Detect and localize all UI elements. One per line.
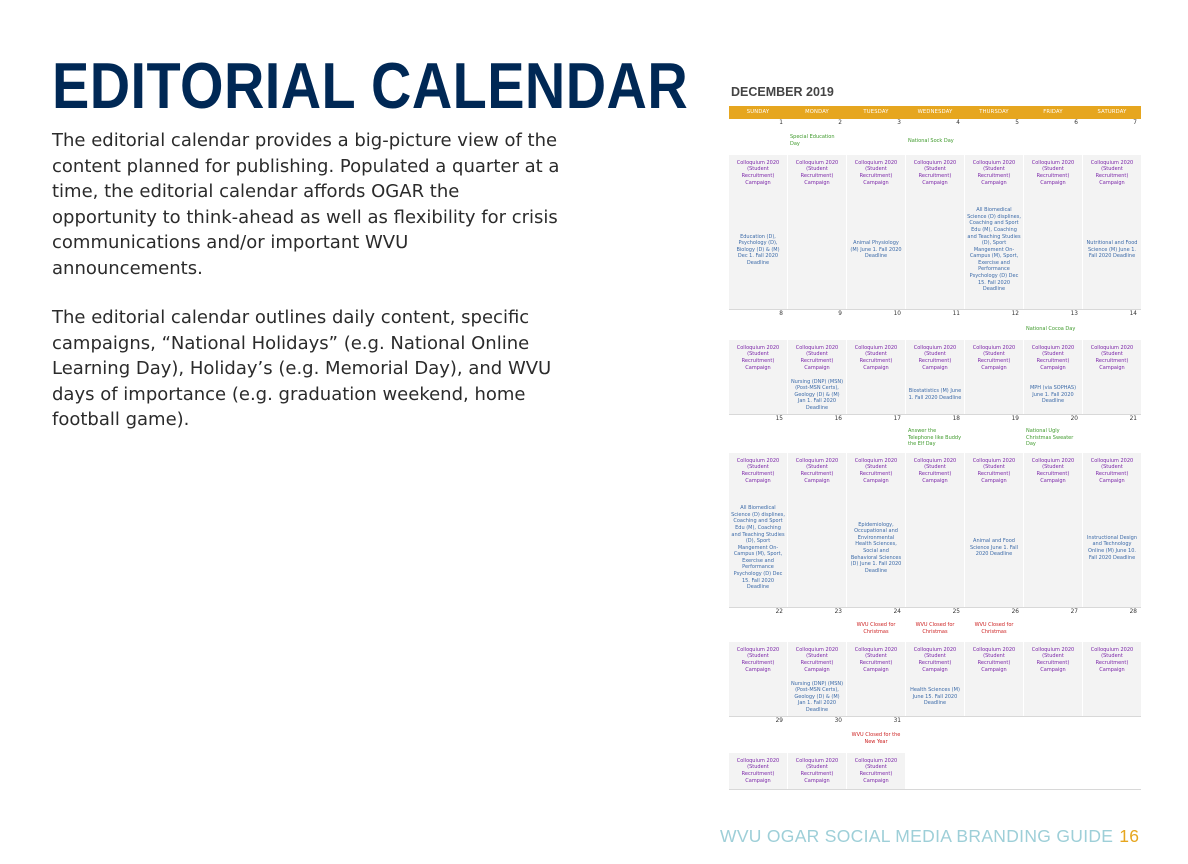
empty-cell [965, 376, 1023, 414]
campaign-event [1083, 340, 1141, 376]
day-number: 9 [788, 310, 846, 318]
holiday-event [1024, 423, 1082, 453]
deadline-event [847, 191, 905, 309]
weekday-label: SATURDAY [1097, 109, 1127, 115]
day-number: 17 [847, 415, 905, 423]
holiday-event [906, 423, 964, 453]
day-number: 7 [1083, 119, 1141, 127]
empty-cell [729, 318, 787, 340]
day-number: 4 [906, 119, 964, 127]
day-number-row [729, 608, 1141, 616]
empty-cell [847, 678, 905, 716]
event-text: Special Education Day [790, 134, 835, 147]
event-text: Nursing (DNP) (MSN) (Post-MSN Certs), Geology (D) & (M) Jan 1. Fall 2020 Deadline [790, 680, 844, 713]
deadline-event [788, 376, 846, 414]
empty-cell [847, 423, 905, 453]
event-text: Colloquium 2020 (Student Recruitment) Campaign [795, 457, 839, 484]
calendar-weeks [729, 119, 1141, 790]
holiday-event [788, 127, 846, 155]
empty-cell [1024, 725, 1082, 753]
campaign-row [729, 453, 1141, 489]
event-text: Colloquium 2020 (Student Recruitment) Campaign [1090, 646, 1134, 673]
empty-cell [1083, 423, 1141, 453]
empty-cell [1024, 489, 1082, 607]
empty-cell [847, 127, 905, 155]
campaign-event [1024, 642, 1082, 678]
day-number: 16 [788, 415, 846, 423]
deadline-event [906, 376, 964, 414]
day-number: 26 [965, 608, 1023, 616]
deadline-event [965, 489, 1023, 607]
campaign-event [729, 453, 787, 489]
day-number: 25 [906, 608, 964, 616]
event-text: Colloquium 2020 (Student Recruitment) Campaign [854, 757, 898, 784]
deadline-event [729, 489, 787, 607]
closure-event [906, 616, 964, 642]
deadline-event [1083, 489, 1141, 607]
empty-cell [1024, 753, 1082, 789]
deadline-row [729, 489, 1141, 607]
event-text: Colloquium 2020 (Student Recruitment) Campaign [795, 159, 839, 186]
campaign-event [906, 155, 964, 191]
campaign-event [729, 753, 787, 789]
event-text: National Cocoa Day [1026, 325, 1076, 332]
empty-cell [729, 725, 787, 753]
day-number: 21 [1083, 415, 1141, 423]
campaign-event [788, 155, 846, 191]
campaign-event [1024, 155, 1082, 191]
event-text: Colloquium 2020 (Student Recruitment) Campaign [972, 457, 1016, 484]
event-text: Animal Physiology (M) June 1. Fall 2020 Deadline [850, 240, 902, 260]
empty-cell [965, 127, 1023, 155]
deadline-event [1024, 376, 1082, 414]
deadline-event [1083, 191, 1141, 309]
campaign-event [729, 642, 787, 678]
empty-cell [1024, 678, 1082, 716]
campaign-event [729, 340, 787, 376]
day-number-row [729, 717, 1141, 725]
calendar-month-title: DECEMBER 2019 [731, 85, 834, 99]
campaign-event [1083, 453, 1141, 489]
calendar-week [729, 310, 1141, 415]
empty-cell [729, 376, 787, 414]
event-text: Colloquium 2020 (Student Recruitment) Campaign [972, 344, 1016, 371]
empty-cell [965, 678, 1023, 716]
event-text: Colloquium 2020 (Student Recruitment) Campaign [1031, 646, 1075, 673]
day-number: 5 [965, 119, 1023, 127]
campaign-event [906, 453, 964, 489]
empty-cell [906, 191, 964, 309]
day-number: 24 [847, 608, 905, 616]
weekday-label: SUNDAY [746, 109, 770, 115]
event-text: WVU Closed for Christmas [974, 622, 1014, 635]
deadline-event [906, 678, 964, 716]
campaign-event [788, 642, 846, 678]
campaign-event [965, 642, 1023, 678]
empty-cell [729, 423, 787, 453]
weekday-label: THURSDAY [979, 109, 1009, 115]
event-text: Colloquium 2020 (Student Recruitment) Campaign [1031, 159, 1075, 186]
deadline-event [729, 191, 787, 309]
campaign-event [788, 753, 846, 789]
event-text: Colloquium 2020 (Student Recruitment) Campaign [972, 646, 1016, 673]
event-text: National Sock Day [908, 137, 954, 144]
event-text: Colloquium 2020 (Student Recruitment) Campaign [913, 344, 957, 371]
campaign-event [847, 642, 905, 678]
day-number [1024, 717, 1082, 725]
event-text: Colloquium 2020 (Student Recruitment) Campaign [736, 457, 780, 484]
empty-cell [965, 725, 1023, 753]
empty-cell [906, 753, 964, 789]
event-text: Colloquium 2020 (Student Recruitment) Campaign [913, 457, 957, 484]
event-text: Animal and Food Science June 1. Fall 2020 Deadline [969, 538, 1019, 558]
day-number: 15 [729, 415, 787, 423]
empty-cell [906, 318, 964, 340]
campaign-row [729, 753, 1141, 789]
day-number: 20 [1024, 415, 1082, 423]
empty-cell [1083, 725, 1141, 753]
day-number: 8 [729, 310, 787, 318]
empty-cell [788, 318, 846, 340]
event-text: Colloquium 2020 (Student Recruitment) Campaign [854, 159, 898, 186]
day-number [906, 717, 964, 725]
week-divider [729, 789, 1141, 790]
empty-cell [729, 127, 787, 155]
campaign-event [965, 340, 1023, 376]
deadline-event [847, 489, 905, 607]
campaign-event [729, 155, 787, 191]
empty-cell [906, 489, 964, 607]
campaign-event [788, 453, 846, 489]
footer [720, 826, 1139, 847]
weekday-label: TUESDAY [863, 109, 889, 115]
weekday-label: MONDAY [805, 109, 829, 115]
event-text: Colloquium 2020 (Student Recruitment) Campaign [913, 646, 957, 673]
event-text: Education (D), Psychology (D), Biology (D) & (M) Dec 1. Fall 2020 Deadline [736, 233, 780, 266]
empty-cell [729, 678, 787, 716]
empty-cell [1024, 616, 1082, 642]
campaign-row [729, 155, 1141, 191]
empty-cell [1024, 191, 1082, 309]
empty-cell [788, 423, 846, 453]
event-text: All Biomedical Science (D) displines, Coaching and Sport Edu (M), Coaching and Teaching Studies (D), Sport Mangement On-Campus (M), Sport, Exercise and Performance Psychology (D) Dec 15. Fall 2020 Deadline [967, 207, 1021, 293]
campaign-event [965, 453, 1023, 489]
event-text: All Biomedical Science (D) displines, Coaching and Sport Edu (M), Coaching and Teaching Studies (D), Sport Mangement On-Campus (M), Sport, Exercise and Performance Psychology (D) Dec 15. Fall 2020 Deadline [731, 505, 785, 591]
day-number: 1 [729, 119, 787, 127]
event-text: Colloquium 2020 (Student Recruitment) Campaign [1031, 457, 1075, 484]
holiday-row [729, 616, 1141, 642]
event-text: Nutritional and Food Science (M) June 1. Fall 2020 Deadline [1086, 240, 1138, 260]
deadline-row [729, 191, 1141, 309]
holiday-row [729, 423, 1141, 453]
event-text: Colloquium 2020 (Student Recruitment) Campaign [854, 344, 898, 371]
campaign-event [906, 340, 964, 376]
event-text: Colloquium 2020 (Student Recruitment) Campaign [913, 159, 957, 186]
empty-cell [965, 318, 1023, 340]
event-text: Colloquium 2020 (Student Recruitment) Campaign [795, 646, 839, 673]
campaign-event [847, 340, 905, 376]
holiday-row [729, 127, 1141, 155]
empty-cell [1083, 753, 1141, 789]
closure-event [847, 616, 905, 642]
event-text: Colloquium 2020 (Student Recruitment) Campaign [736, 159, 780, 186]
day-number: 12 [965, 310, 1023, 318]
deadline-event [965, 191, 1023, 309]
empty-cell [965, 423, 1023, 453]
editorial-calendar [729, 84, 1141, 790]
footer-title: WVU OGAR SOCIAL MEDIA BRANDING GUIDE [720, 826, 1114, 846]
empty-cell [1083, 616, 1141, 642]
day-number: 22 [729, 608, 787, 616]
empty-cell [906, 725, 964, 753]
event-text: Biostatistics (M) June 1. Fall 2020 Deadline [908, 388, 962, 401]
deadline-row [729, 376, 1141, 414]
day-number: 2 [788, 119, 846, 127]
campaign-event [847, 155, 905, 191]
day-number: 14 [1083, 310, 1141, 318]
event-text: WVU Closed for the New Year [851, 732, 901, 745]
campaign-row [729, 340, 1141, 376]
closure-event [965, 616, 1023, 642]
day-number: 3 [847, 119, 905, 127]
day-number: 6 [1024, 119, 1082, 127]
intro-paragraph-2: The editorial calendar outlines daily content, specific campaigns, “National Holidays” (e.g. National Online Learning Day), Holiday’s (e.g. Memorial Day), and WVU days of importance (e.g. graduation weekend, home football game). [52, 307, 552, 431]
holiday-event [906, 127, 964, 155]
day-number: 19 [965, 415, 1023, 423]
campaign-row [729, 642, 1141, 678]
event-text: Colloquium 2020 (Student Recruitment) Campaign [736, 646, 780, 673]
empty-cell [847, 318, 905, 340]
calendar-week [729, 717, 1141, 790]
campaign-event [1024, 453, 1082, 489]
day-number: 10 [847, 310, 905, 318]
empty-cell [788, 616, 846, 642]
event-text: Colloquium 2020 (Student Recruitment) Campaign [1090, 159, 1134, 186]
calendar-week [729, 415, 1141, 608]
empty-cell [847, 376, 905, 414]
event-text: Colloquium 2020 (Student Recruitment) Campaign [795, 344, 839, 371]
event-text: Health Sciences (M) June 15. Fall 2020 Deadline [910, 687, 960, 707]
empty-cell [1024, 127, 1082, 155]
campaign-event [847, 453, 905, 489]
day-number: 30 [788, 717, 846, 725]
day-number-row [729, 415, 1141, 423]
day-number: 11 [906, 310, 964, 318]
weekday-label: FRIDAY [1043, 109, 1063, 115]
empty-cell [788, 191, 846, 309]
event-text: Colloquium 2020 (Student Recruitment) Campaign [1090, 457, 1134, 484]
event-text: Answer the Telephone like Buddy the Elf Day [908, 428, 962, 448]
event-text: Colloquium 2020 (Student Recruitment) Campaign [795, 757, 839, 784]
day-number [965, 717, 1023, 725]
empty-cell [1083, 376, 1141, 414]
campaign-event [788, 340, 846, 376]
campaign-event [1083, 155, 1141, 191]
holiday-row [729, 318, 1141, 340]
day-number-row [729, 310, 1141, 318]
calendar-week [729, 608, 1141, 717]
calendar-week [729, 119, 1141, 310]
holiday-row [729, 725, 1141, 753]
day-number: 31 [847, 717, 905, 725]
event-text: Colloquium 2020 (Student Recruitment) Campaign [1090, 344, 1134, 371]
empty-cell [1083, 678, 1141, 716]
day-number: 27 [1024, 608, 1082, 616]
event-text: Colloquium 2020 (Student Recruitment) Campaign [736, 757, 780, 784]
event-text: Epidemiology, Occupational and Environmental Health Sciences, Social and Behavioral Sciences (D) June 1. Fall 2020 Deadline [850, 521, 902, 574]
day-number-row [729, 119, 1141, 127]
day-number [1083, 717, 1141, 725]
empty-cell [965, 753, 1023, 789]
event-text: Nursing (DNP) (MSN) (Post-MSN Certs), Geology (D) & (M) Jan 1. Fall 2020 Deadline [790, 378, 844, 411]
event-text: WVU Closed for Christmas [915, 622, 955, 635]
event-text: WVU Closed for Christmas [856, 622, 896, 635]
weekday-label: WEDNESDAY [917, 109, 953, 115]
campaign-event [847, 753, 905, 789]
empty-cell [1083, 127, 1141, 155]
page-number: 16 [1119, 826, 1140, 846]
deadline-row [729, 678, 1141, 716]
deadline-event [788, 678, 846, 716]
empty-cell [729, 616, 787, 642]
event-text: Colloquium 2020 (Student Recruitment) Campaign [972, 159, 1016, 186]
closure-event [847, 725, 905, 753]
event-text: MPH (via SOPHAS) June 1. Fall 2020 Deadline [1029, 385, 1077, 405]
event-text: Colloquium 2020 (Student Recruitment) Campaign [854, 646, 898, 673]
campaign-event [965, 155, 1023, 191]
day-number: 29 [729, 717, 787, 725]
event-text: National Ugly Christmas Sweater Day [1026, 428, 1074, 448]
day-number: 13 [1024, 310, 1082, 318]
campaign-event [1024, 340, 1082, 376]
empty-cell [788, 489, 846, 607]
holiday-event [1024, 318, 1082, 340]
empty-cell [788, 725, 846, 753]
campaign-event [1083, 642, 1141, 678]
weekday-header-row [729, 106, 1141, 119]
day-number: 28 [1083, 608, 1141, 616]
campaign-event [906, 642, 964, 678]
event-text: Colloquium 2020 (Student Recruitment) Campaign [854, 457, 898, 484]
intro-paragraph-1: The editorial calendar provides a big-picture view of the content planned for publishing. Populated a quarter at a time, the editorial calendar affords OGAR the opportunity to think-ahead as well as flexibility for crisis communications and/or important WVU announcements. [52, 130, 560, 279]
event-text: Colloquium 2020 (Student Recruitment) Campaign [1031, 344, 1075, 371]
day-number: 18 [906, 415, 964, 423]
event-text: Instructional Design and Technology Online (M) June 10. Fall 2020 Deadline [1086, 534, 1138, 561]
event-text: Colloquium 2020 (Student Recruitment) Campaign [736, 344, 780, 371]
page-title: EDITORIAL CALENDAR [52, 49, 689, 122]
empty-cell [1083, 318, 1141, 340]
day-number: 23 [788, 608, 846, 616]
